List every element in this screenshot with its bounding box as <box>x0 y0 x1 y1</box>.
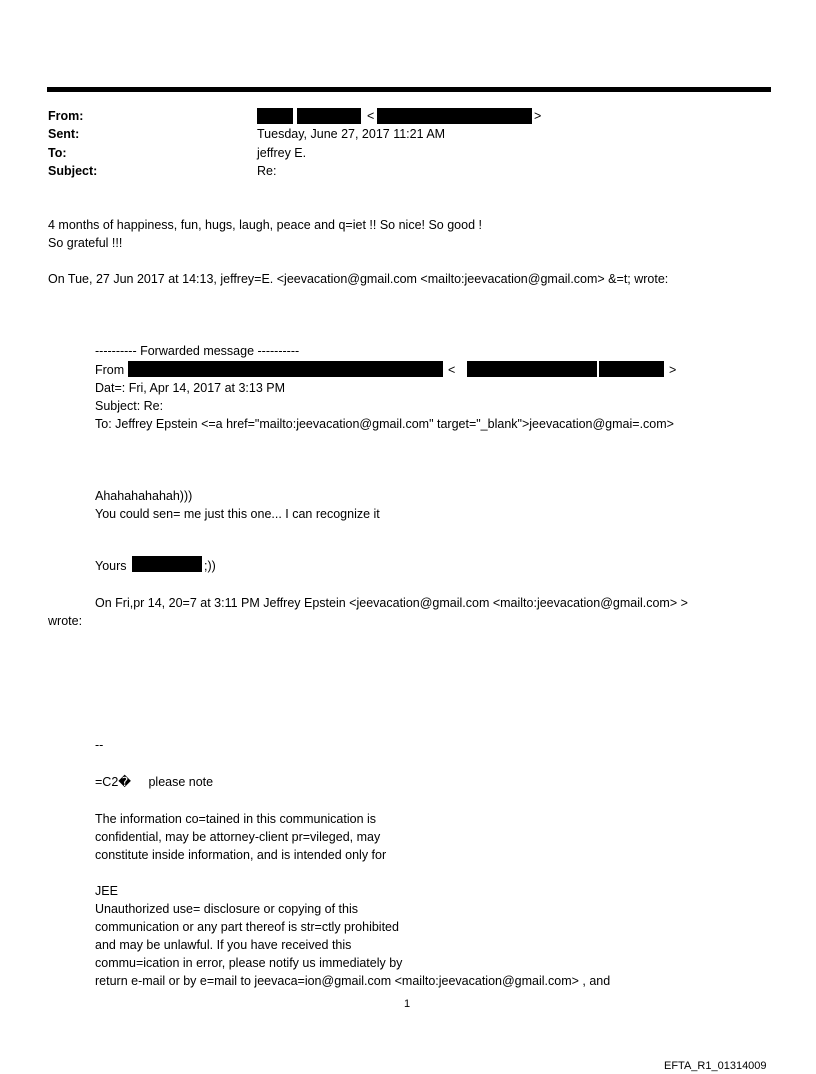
forward-date: Dat=: Fri, Apr 14, 2017 at 3:13 PM <box>95 381 286 395</box>
redaction-block <box>467 361 597 377</box>
quote-intro: On Tue, 27 Jun 2017 at 14:13, jeffrey=E. <jeevacation@gmail.com <mailto:jeevacation@gmail.com> &=t; wrote: <box>48 272 669 286</box>
forward-bracket-close: > <box>669 363 677 377</box>
document-id: EFTA_R1_01314009 <box>664 1060 767 1072</box>
reply-line: Ahahahahahah))) <box>95 489 193 503</box>
disclaimer-line: The information co=tained in this communication is <box>95 812 377 826</box>
body-line: 4 months of happiness, fun, hugs, laugh, peace and q=iet !! So nice! So good ! <box>48 218 482 232</box>
reply-line: You could sen= me just this one... I can recognize it <box>95 507 380 521</box>
forward-separator: ---------- Forwarded message ---------- <box>95 344 300 358</box>
forward-subject: Subject: Re: <box>95 399 164 413</box>
disclaimer-line: constitute inside information, and is intended only for <box>95 848 387 862</box>
from-bracket-close: > <box>534 109 542 123</box>
redaction-block <box>257 108 293 124</box>
disclaimer-line: confidential, may be attorney-client pr=vileged, may <box>95 830 381 844</box>
redaction-block <box>297 108 361 124</box>
sent-label: Sent: <box>48 127 80 141</box>
redaction-block <box>599 361 664 377</box>
disclaimer-jee: JEE <box>95 884 118 898</box>
disclaimer-line: Unauthorized use= disclosure or copying of this <box>95 902 358 916</box>
to-label: To: <box>48 146 67 160</box>
sent-value: Tuesday, June 27, 2017 11:21 AM <box>257 127 446 141</box>
subject-value: Re: <box>257 164 277 178</box>
wrote-line: wrote: <box>48 614 83 628</box>
from-label: From: <box>48 109 84 123</box>
disclaimer-line: communication or any part thereof is str=ctly prohibited <box>95 920 399 934</box>
redaction-block <box>128 361 443 377</box>
body-line: So grateful !!! <box>48 236 123 250</box>
yours-suffix: ;)) <box>204 559 216 573</box>
signature-dashes: -- <box>95 738 104 752</box>
subject-label: Subject: <box>48 164 98 178</box>
disclaimer-line: commu=ication in error, please notify us immediately by <box>95 956 403 970</box>
forward-to: To: Jeffrey Epstein <=a href="mailto:jeevacation@gmail.com" target="_blank">jeevacation@gmai=.com> <box>95 417 674 431</box>
header-rule <box>47 87 771 92</box>
from-bracket-open: < <box>367 109 375 123</box>
wrote-line: On Fri,pr 14, 20=7 at 3:11 PM Jeffrey Epstein <jeevacation@gmail.com <mailto:jeevacation@gmail.com> > <box>95 596 688 610</box>
forward-from-label: From <box>95 363 125 377</box>
page-number: 1 <box>404 998 411 1010</box>
disclaimer-line: return e-mail or by e=mail to jeevaca=ion@gmail.com <mailto:jeevacation@gmail.com> , and <box>95 974 611 988</box>
to-value: jeffrey E. <box>257 146 307 160</box>
forward-bracket-open: < <box>448 363 456 377</box>
yours-label: Yours <box>95 559 127 573</box>
redaction-block <box>132 556 202 572</box>
redaction-block <box>377 108 532 124</box>
disclaimer-line: and may be unlawful. If you have received this <box>95 938 352 952</box>
signature-note: =C2� please note <box>95 775 214 789</box>
